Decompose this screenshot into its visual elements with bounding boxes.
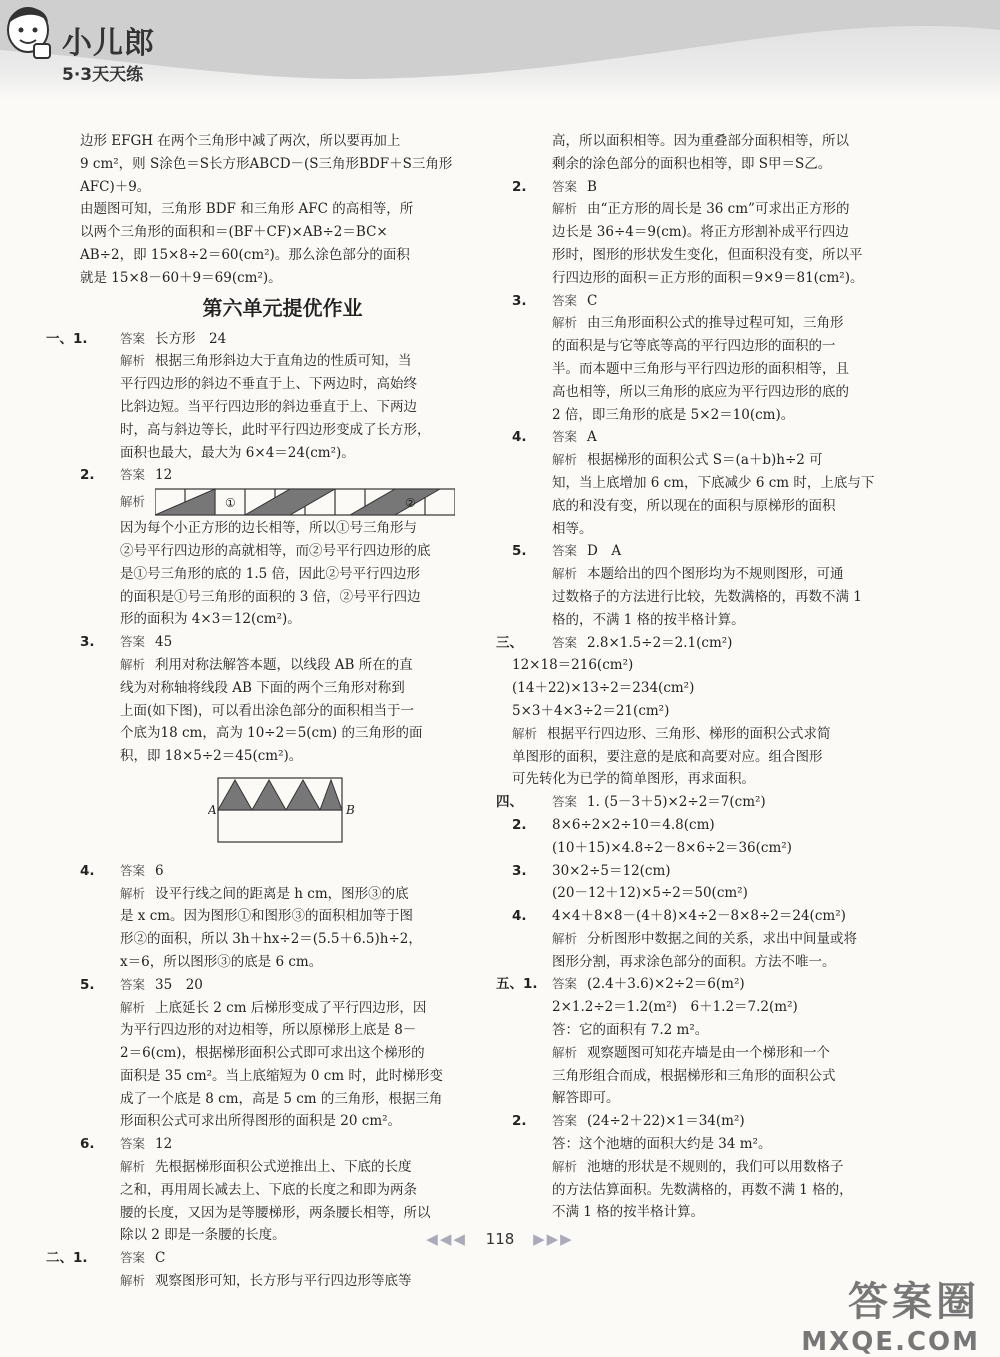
question-answer [496, 791, 912, 814]
question-answer [46, 328, 485, 351]
question-number: 4. [80, 862, 95, 879]
answer-tag: 答案 [552, 794, 578, 810]
watermark-title: 答案圈 [848, 1279, 980, 1325]
analysis-line: 半。而本题中三角形与平行四边形的面积相等，且 [552, 360, 849, 377]
question-number: 4. [512, 429, 527, 446]
analysis-tag: 解析 [552, 315, 578, 331]
analysis-tag: 解析 [120, 1273, 146, 1289]
analysis-line: 是 x cm。因为图形①和图形③的面积相加等于图 [120, 908, 414, 925]
analysis-line: 是①号三角形的底的 1.5 倍，因此②号平行四边形 [120, 565, 421, 582]
question-answer [512, 176, 912, 199]
answer-line: 3. 30×2÷5＝12(cm) [512, 860, 912, 883]
question-answer [80, 974, 485, 997]
answer-tag: 答案 [120, 862, 146, 878]
analysis-tag: 解析 [552, 452, 578, 468]
analysis-line: 的方法估算面积。先数满格的，再数不满 1 格的， [552, 1181, 853, 1198]
analysis-line: 解析 利用对称法解答本题，以线段 AB 所在的直 [120, 656, 413, 673]
analysis-line: 解析 观察图形可知，长方形与平行四边形等底等 [120, 1273, 412, 1290]
analysis-line: ②号平行四边形的高就相等，而②号平行四边形的底 [120, 542, 431, 559]
answer-value: 45 [155, 634, 173, 651]
answer-line: 答：它的面积有 7.2 m²。 [552, 1022, 709, 1039]
analysis-line: 的面积是与它等底等高的平行四边形的面积的一 [552, 338, 836, 355]
analysis-line: 时，高与斜边等长，此时平行四边形变成了长方形， [120, 421, 431, 438]
page-number: 118 [485, 1230, 515, 1248]
analysis-tag: 解析 [120, 1159, 146, 1175]
analysis-line: 线为对称轴将线段 AB 下面的两个三角形对称到 [120, 679, 405, 696]
analysis-line: 之和，再用周长减去上、下底的长度之和即为两条 [120, 1181, 417, 1198]
analysis-line: 形②的面积，所以 3h＋hx÷2＝(5.5＋6.5)h÷2， [120, 931, 422, 948]
symmetry-figure [80, 774, 485, 854]
answer-tag: 答案 [552, 178, 578, 194]
analysis-line: 知，当上底增加 6 cm，下底减少 6 cm 时，上底与下 [552, 474, 875, 491]
question-answer [496, 973, 912, 996]
analysis-line: 形的面积为 4×3＝12(cm²)。 [120, 611, 301, 628]
fig-label-1: ① [225, 496, 236, 511]
analysis-tag: 解析 [552, 1044, 578, 1060]
analysis-tag: 解析 [552, 201, 578, 217]
question-number: 2. [512, 178, 527, 195]
answer-value: 12 [155, 1136, 173, 1153]
question-answer [80, 464, 485, 487]
analysis-line: 解析 先根据梯形面积公式逆推出上、下底的长度 [120, 1159, 412, 1176]
question-number: 五、1. [496, 976, 538, 993]
analysis-line: 解析 设平行线之间的距离是 h cm，图形③的底 [120, 885, 409, 902]
answer-line: (14＋22)×13÷2＝234(cm²) [512, 680, 695, 697]
question-answer [80, 631, 485, 654]
analysis-line: 图形分割，再求涂色部分的面积。方法不唯一。 [552, 953, 836, 970]
analysis-line: 解析 根据梯形的面积公式 S＝(a＋b)h÷2 可 [552, 452, 823, 469]
question-number: 二、1. [46, 1250, 88, 1267]
answer-tag: 答案 [120, 467, 146, 483]
right-column [496, 130, 912, 1224]
analysis-tag: 解析 [552, 566, 578, 582]
analysis-line: 面积是 35 cm²。当上底缩短为 0 cm 时，此时梯形变 [120, 1067, 443, 1084]
label-b: B [345, 802, 355, 817]
analysis-tag: 解析 [120, 353, 146, 369]
analysis-line: 解析 观察题图可知花卉墙是由一个梯形和一个 [552, 1044, 831, 1061]
watermark-url: MXQE.COM [801, 1327, 980, 1357]
answer-tag: 答案 [120, 634, 146, 650]
grid-strip-figure [155, 487, 455, 517]
continued-line: 高，所以面积相等。因为重叠部分面积相等，所以 [552, 133, 849, 149]
symmetry-triangles-figure [208, 774, 358, 846]
analysis-line: 边长是 36÷4＝9(cm)。将正方形割补成平行四边 [552, 224, 849, 241]
analysis-line: 形时，图形的形状发生变化，但面积没有变，所以平 [552, 246, 863, 263]
question-number: 3. [80, 634, 95, 651]
next-arrows-icon: ▶▶▶ [533, 1230, 574, 1248]
answer-value: D A [587, 543, 622, 560]
analysis-line: 腰的长度，又因为是等腰梯形，两条腰长相等，所以 [120, 1204, 431, 1221]
analysis-tag: 解析 [120, 656, 146, 672]
answer-line: 2×1.2÷2＝1.2(m²) 6＋1.2＝7.2(m²) [552, 999, 798, 1016]
question-answer [80, 860, 485, 883]
answer-tag: 答案 [120, 1136, 146, 1152]
analysis-line: 除以 2 即是一条腰的长度。 [120, 1227, 286, 1244]
analysis-line: x＝6，所以图形③的底是 6 cm。 [120, 953, 323, 970]
analysis-line: 行四边形的面积＝正方形的面积＝9×9＝81(cm²)。 [552, 269, 864, 286]
answer-line: (10＋15)×4.8÷2－8×6÷2＝36(cm²) [552, 839, 792, 856]
analysis-line: 的面积是①号三角形的面积的 3 倍，②号平行四边 [120, 588, 421, 605]
page-footer [0, 1230, 1000, 1248]
analysis-line: 面积也最大，最大为 6×4＝24(cm²)。 [120, 444, 355, 461]
analysis-line: 成了一个底是 8 cm，高是 5 cm 的三角形，根据三角 [120, 1090, 443, 1107]
analysis-tag: 解析 [120, 885, 146, 901]
analysis-line: 上面(如下图)，可以看出涂色部分的面积相当于一 [120, 702, 415, 719]
analysis-tag: 解析 [120, 999, 146, 1015]
intro-line: 由题图可知，三角形 BDF 和三角形 AFC 的高相等，所 [80, 201, 414, 218]
question-number: 三、 [496, 634, 523, 651]
answer-value: 35 20 [155, 976, 203, 993]
answer-value: (24÷2＋22)×1＝34(m²) [587, 1113, 745, 1130]
answer-line: 2. 8×6÷2×2÷10＝4.8(cm) [512, 814, 912, 837]
analysis-line: 解析 本题给出的四个图形均为不规则图形，可通 [552, 566, 844, 583]
sub-number: 3. [512, 862, 527, 879]
analysis-tag: 解析 [552, 1158, 578, 1174]
answer-tag: 答案 [552, 634, 578, 650]
brand-logo [62, 18, 155, 85]
answer-tag: 答案 [552, 292, 578, 308]
answer-value: C [587, 292, 598, 309]
analysis-line: 解析 由“正方形的周长是 36 cm”可求出正方形的 [552, 201, 850, 218]
analysis-tag: 解析 [512, 725, 538, 741]
answer-line: (20－12＋12)×5÷2＝50(cm²) [552, 885, 748, 902]
question-number: 5. [80, 976, 95, 993]
analysis-tag: 解析 [120, 493, 146, 509]
question-number: 四、 [496, 794, 523, 811]
analysis-line: 平行四边形的斜边不垂直于上、下两边时，高始终 [120, 376, 417, 393]
site-watermark [801, 1270, 980, 1357]
question-answer [512, 540, 912, 563]
answer-value: B [587, 178, 597, 195]
answer-tag: 答案 [552, 429, 578, 445]
question-answer [496, 632, 912, 655]
intro-line: 边形 EFGH 在两个三角形中减了两次，所以要再加上 [80, 133, 401, 149]
brand-series: 5·3天天练 [62, 65, 144, 85]
analysis-line: 解析 根据三角形斜边大于直角边的性质可知，当 [120, 353, 412, 370]
answer-value: A [587, 429, 597, 446]
analysis-line: 过数格子的方法进行比较，先数满格的，再数不满 1 [552, 588, 862, 605]
boy-mascot-icon [0, 0, 56, 64]
analysis-line: 可先转化为已学的简单图形，再求面积。 [512, 771, 755, 788]
analysis-line: 为平行四边形的对边相等，所以原梯形上底是 8－ [120, 1022, 417, 1039]
intro-line: 9 cm²，则 S涂色＝S长方形ABCD－(S三角形BDF＋S三角形AFC)＋9。 [80, 155, 453, 195]
question-number: 3. [512, 292, 527, 309]
sub-number: 2. [512, 816, 527, 833]
label-a: A [207, 802, 217, 817]
analysis-line: 2 倍，即三角形的底是 5×2＝10(cm)。 [552, 406, 795, 423]
analysis-line: 解答即可。 [552, 1090, 620, 1107]
question-answer [512, 290, 912, 313]
intro-line: AB÷2，即 15×8÷2＝60(cm²)。那么涂色部分的面积 [80, 246, 410, 263]
question-number: 一、1. [46, 330, 88, 347]
answer-tag: 答案 [120, 1250, 146, 1266]
question-number: 2. [80, 467, 95, 484]
analysis-line: 不满 1 格的按半格计算。 [552, 1204, 705, 1221]
section-title: 第六单元提优作业 [202, 295, 363, 320]
analysis-line: 个底为18 cm，高为 10÷2＝5(cm) 的三角形的面 [120, 725, 423, 742]
question-answer [80, 1133, 485, 1156]
analysis-line: 解析 上底延长 2 cm 后梯形变成了平行四边形，因 [120, 999, 427, 1016]
prev-arrows-icon: ◀◀◀ [426, 1230, 467, 1248]
question-answer [46, 1247, 485, 1270]
question-number: 2. [512, 1113, 527, 1130]
intro-line: 以两个三角形的面积和＝(BF＋CF)×AB÷2＝BC× [80, 224, 388, 241]
fig-label-2: ② [405, 496, 416, 511]
analysis-tag: 解析 [552, 930, 578, 946]
analysis-line: 单图形的面积，要注意的是底和高要对应。组合图形 [512, 748, 823, 765]
answer-value: C [155, 1250, 166, 1267]
answer-line: 答：这个池塘的面积大约是 34 m²。 [552, 1136, 772, 1153]
question-number: 6. [80, 1136, 95, 1153]
answer-value: 6 [155, 862, 164, 879]
analysis-line [80, 487, 485, 517]
sub-number: 4. [512, 908, 527, 925]
analysis-line: 高也相等，所以三角形的底应为平行四边形的底的 [552, 383, 849, 400]
answer-line: 4. 4×4＋8×8－(4＋8)×4÷2－8×8÷2＝24(cm²) [512, 905, 912, 928]
answer-value: 1. (5－3＋5)×2÷2＝7(cm²) [587, 794, 766, 811]
answer-value: 长方形 24 [155, 330, 227, 347]
intro-line: 就是 15×8－60＋9＝69(cm²)。 [80, 269, 282, 286]
left-column [46, 130, 485, 1293]
analysis-line: 形面积公式可求出所得图形的面积是 20 cm²。 [120, 1113, 402, 1130]
analysis-line: 底的和没有变，所以现在的面积与原梯形的面积 [552, 497, 836, 514]
analysis-line: 解析 由三角形面积公式的推导过程可知，三角形 [552, 315, 844, 332]
analysis-line: 2＝6(cm)，根据梯形面积公式即可求出这个梯形的 [120, 1045, 425, 1062]
brand-title: 小儿郎 [62, 26, 155, 61]
answer-tag: 答案 [120, 330, 146, 346]
analysis-line: 因为每个小正方形的边长相等，所以①号三角形与 [120, 520, 417, 537]
answer-value: 2.8×1.5÷2＝2.1(cm²) [587, 634, 733, 651]
question-answer [512, 1110, 912, 1133]
analysis-line: 比斜边短。当平行四边形的斜边垂直于上、下两边 [120, 398, 417, 415]
analysis-line: 积，即 18×5÷2＝45(cm²)。 [120, 748, 303, 765]
analysis-line: 三角形组合而成，根据梯形和三角形的面积公式 [552, 1067, 836, 1084]
answer-tag: 答案 [120, 976, 146, 992]
header-band [0, 0, 1000, 100]
answer-line: 12×18＝216(cm²) [512, 657, 634, 674]
analysis-line: 相等。 [552, 520, 593, 537]
answer-value: 12 [155, 467, 173, 484]
analysis-line: 解析 分析图形中数据之间的关系，求出中间量或将 [552, 930, 858, 947]
analysis-line: 格的，不满 1 格的按半格计算。 [552, 611, 745, 628]
analysis-line: 解析 池塘的形状是不规则的，我们可以用数格子 [552, 1158, 844, 1175]
answer-line: 5×3＋4×3÷2＝21(cm²) [512, 702, 670, 719]
answer-tag: 答案 [552, 1113, 578, 1129]
continued-line: 剩余的涂色部分的面积也相等，即 S甲＝S乙。 [552, 155, 832, 172]
question-number: 5. [512, 543, 527, 560]
answer-tag: 答案 [552, 976, 578, 992]
analysis-line: 解析 根据平行四边形、三角形、梯形的面积公式求简 [512, 725, 831, 742]
answer-tag: 答案 [552, 543, 578, 559]
answer-value: (2.4＋3.6)×2÷2＝6(m²) [587, 976, 745, 993]
question-answer [512, 426, 912, 449]
